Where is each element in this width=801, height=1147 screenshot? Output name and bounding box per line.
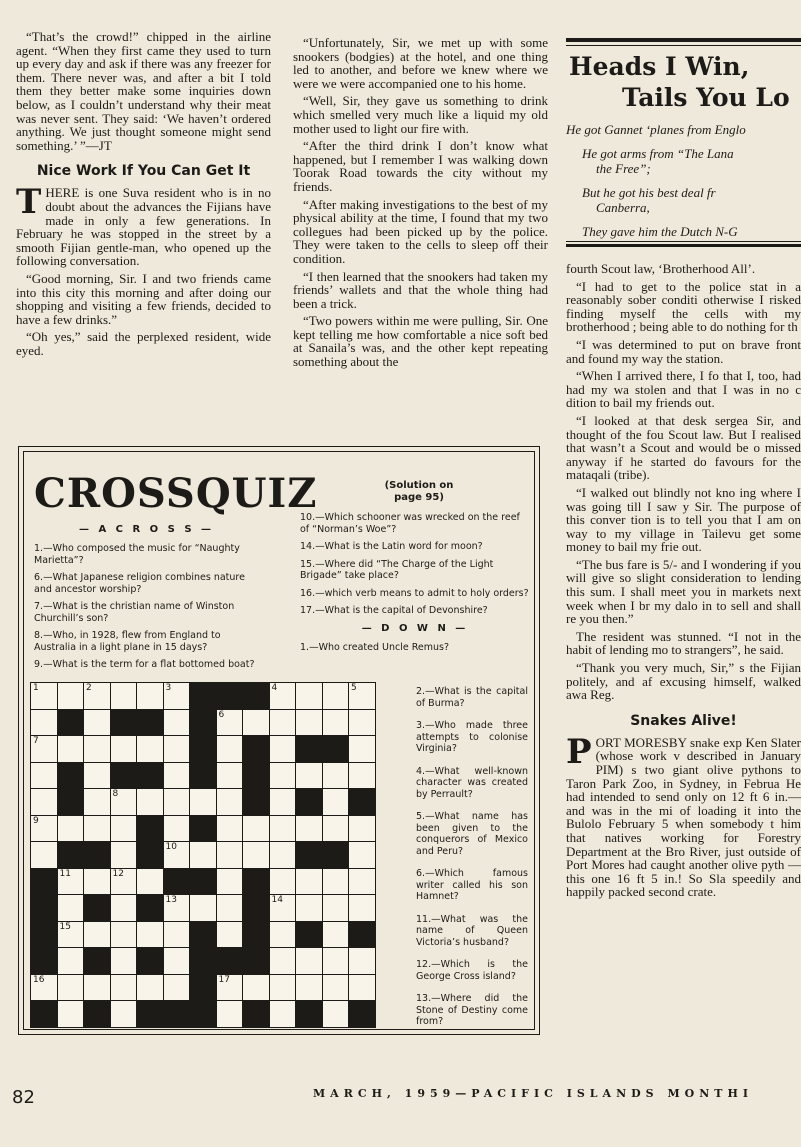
paragraph: “Unfortunately, Sir, we met up with some snookers (bodgies) at the hotel, and one thing led to another, and before we knew where we were we were accompanied one to his home. [293, 35, 548, 91]
grid-square[interactable] [323, 895, 350, 922]
black-square [190, 1001, 217, 1028]
grid-square[interactable] [270, 842, 297, 869]
article-heading: Snakes Alive! [630, 712, 737, 729]
grid-square[interactable] [164, 763, 191, 790]
grid-square[interactable] [296, 895, 323, 922]
rule [566, 241, 801, 242]
rule [566, 38, 801, 42]
clue-number: 7 [33, 736, 39, 746]
black-square [243, 869, 270, 896]
verse-line: Canberra, [596, 200, 650, 215]
black-square [164, 1001, 191, 1028]
grid-square[interactable] [164, 736, 191, 763]
grid-square[interactable] [111, 948, 138, 975]
grid-square[interactable] [84, 922, 111, 949]
grid-square[interactable] [217, 842, 244, 869]
grid-square[interactable] [164, 895, 191, 922]
black-square [31, 1001, 58, 1028]
clue-number: 2 [86, 683, 92, 693]
grid-square[interactable] [58, 975, 85, 1002]
clue: 5.—What name has been given to the conquerors of Mexico and Peru? [416, 811, 528, 857]
rule [566, 45, 801, 46]
black-square [84, 948, 111, 975]
clue-number: 11 [59, 868, 71, 879]
grid-square[interactable] [84, 736, 111, 763]
grid-square[interactable] [270, 922, 297, 949]
black-square [58, 710, 85, 737]
black-square [137, 948, 164, 975]
page-footer [0, 1083, 801, 1113]
black-square [296, 922, 323, 949]
clue: 1.—Who created Uncle Remus? [300, 641, 450, 653]
grid-square[interactable] [58, 869, 85, 896]
grid-square[interactable] [323, 922, 350, 949]
grid-square[interactable] [243, 710, 270, 737]
clue-number: 3 [165, 683, 172, 693]
grid-square[interactable] [270, 683, 297, 710]
grid-square[interactable] [164, 975, 191, 1002]
grid-square[interactable] [111, 789, 138, 816]
grid-square[interactable] [111, 736, 138, 763]
column-middle [293, 36, 548, 373]
black-square [31, 869, 58, 896]
grid-square[interactable] [296, 683, 323, 710]
paragraph: “Thank you very much, Sir,” s the Fijian politely, and af excusing himself, walked awa Reg. [566, 660, 801, 703]
grid-square[interactable] [270, 869, 297, 896]
black-square [84, 895, 111, 922]
black-square [243, 736, 270, 763]
grid-square[interactable] [217, 789, 244, 816]
grid-square[interactable] [111, 816, 138, 843]
grid-square[interactable] [190, 895, 217, 922]
black-square [190, 922, 217, 949]
grid-square[interactable] [84, 975, 111, 1002]
black-square [111, 763, 138, 790]
grid-square[interactable] [217, 736, 244, 763]
article-heading: Nice Work If You Can Get It [36, 163, 251, 180]
clue: 6.—What Japanese religion combines nature and ancestor worship? [34, 572, 245, 595]
black-square [190, 869, 217, 896]
grid-square[interactable] [84, 683, 111, 710]
black-square [243, 763, 270, 790]
black-square [243, 683, 270, 710]
paragraph: “The bus fare is 5/- and I wondering if you will give so slight consideration to lending this sum. I shall meet you in markets next week when I br my dalo in to sell and shall re you then.” [566, 556, 801, 627]
grid-square[interactable] [349, 736, 376, 763]
grid-square[interactable] [137, 975, 164, 1002]
grid-square[interactable] [31, 683, 58, 710]
grid-square[interactable] [84, 789, 111, 816]
clue: 3.—Who made three attempts to colonise Virginia? [416, 720, 528, 754]
grid-square[interactable] [217, 869, 244, 896]
page-number: 82 [12, 1087, 35, 1108]
grid-square[interactable] [270, 948, 297, 975]
grid-square[interactable] [243, 842, 270, 869]
black-square [296, 736, 323, 763]
grid-square[interactable] [164, 710, 191, 737]
black-square [58, 789, 85, 816]
black-square [190, 948, 217, 975]
grid-square[interactable] [111, 842, 138, 869]
grid-square[interactable] [217, 895, 244, 922]
grid-square[interactable] [164, 842, 191, 869]
grid-square[interactable] [270, 895, 297, 922]
grid-square[interactable] [323, 816, 350, 843]
crossquiz-inner-border [23, 451, 535, 1030]
paragraph: “That’s the crowd!” chipped in the airline agent. “When they first came they used to turn up every day and ask if there was any freezer for them. There never was, and after a bit I told them they better make some inquiries down below, as I couldn’t understand why their meat was never sent. They said: ‘We haven’t ordered anything. We just thought someone might send something.’ ”—JT [16, 29, 271, 153]
black-square [190, 736, 217, 763]
black-square [190, 710, 217, 737]
black-square [190, 683, 217, 710]
verse-line: But he got his best deal fr [582, 185, 716, 200]
black-square [323, 842, 350, 869]
grid-square[interactable] [164, 683, 191, 710]
solution-note: (Solution on page 95) [384, 480, 454, 503]
paragraph: “I walked out blindly not kno ing where I was going till I saw y Sir. The purpose of this conver tion is to tell you that I am on way to my village in Tailevu get some money to bail my frie out. [566, 484, 801, 555]
grid-square[interactable] [58, 948, 85, 975]
grid-square[interactable] [217, 922, 244, 949]
grid-square[interactable] [323, 948, 350, 975]
clue: 12.—Which is the George Cross island? [416, 959, 528, 982]
black-square [190, 763, 217, 790]
grid-square[interactable] [84, 869, 111, 896]
clue: 2.—What is the capital of Burma? [416, 686, 528, 709]
clue: 10.—Which schooner was wrecked on the reef of “Norman’s Woe”? [300, 512, 520, 535]
paragraph: fourth Scout law, ‘Brotherhood All’. [566, 262, 756, 276]
black-square [137, 816, 164, 843]
black-square [31, 948, 58, 975]
black-square [243, 789, 270, 816]
rule [566, 244, 801, 247]
black-square [296, 1001, 323, 1028]
grid-square[interactable] [84, 710, 111, 737]
clue: 9.—What is the term for a flat bottomed boat? [34, 659, 255, 670]
grid-square[interactable] [164, 789, 191, 816]
clue: 6.—Which famous writer called his son Hamnet? [416, 868, 528, 902]
paragraph: “Oh yes,” said the perplexed resident, wide eyed. [16, 329, 271, 358]
grid-square[interactable] [243, 816, 270, 843]
grid-square[interactable] [31, 789, 58, 816]
paragraph: THERE is one Suva resident who is in no doubt about the advances the Fijians have made in only a few generations. In February he was stopped in the street by a smooth Fijian gentle-man, who opened up the following conversation. [16, 182, 271, 269]
grid-square[interactable] [323, 1001, 350, 1028]
grid-square[interactable] [270, 736, 297, 763]
grid-square[interactable] [84, 763, 111, 790]
grid-square[interactable] [217, 816, 244, 843]
black-square [58, 842, 85, 869]
black-square [137, 763, 164, 790]
black-square [296, 842, 323, 869]
clue: 8.—Who, in 1928, flew from England to Australia in a light plane in 15 days? [34, 630, 221, 653]
grid-square[interactable] [111, 895, 138, 922]
clue: 1.—Who composed the music for “Naughty Marietta”? [34, 543, 240, 566]
black-square [31, 922, 58, 949]
clue-number: 12 [112, 868, 124, 879]
black-square [58, 763, 85, 790]
grid-square[interactable] [217, 763, 244, 790]
black-square [323, 736, 350, 763]
clue: 15.—Where did “The Charge of the Light Brigade” take place? [300, 558, 494, 581]
grid-square[interactable] [31, 736, 58, 763]
grid-square[interactable] [111, 1001, 138, 1028]
black-square [164, 869, 191, 896]
grid-square[interactable] [323, 869, 350, 896]
grid-square[interactable] [349, 683, 376, 710]
grid-square[interactable] [296, 763, 323, 790]
paragraph: “Well, Sir, they gave us something to drink which smelled very much like a liquid my old mother used to light our fire with. [293, 93, 548, 136]
grid-square[interactable] [137, 869, 164, 896]
paragraph: “I had to get to the police stat in a reasonably sober conditi otherwise I risked finding myself the cells with my brotherhood ; being able to do nothing for th [566, 278, 801, 335]
running-title: MARCH, 1959—PACIFIC ISLANDS MONTHI [313, 1087, 753, 1100]
grid-square[interactable] [296, 869, 323, 896]
grid-square[interactable] [270, 710, 297, 737]
paragraph: “I looked at that desk sergea Sir, and thought of the fou Scout law. But I realised that wasn’t a Scout and would be o missed anyway if he started do favours for the mataqali (tribe). [566, 412, 801, 483]
paragraph: “When I arrived there, I fo that I, too, had had my wa stolen and that I was in no c dition to bail my friends out. [566, 368, 801, 411]
clue-number: 1 [33, 683, 39, 693]
grid-square[interactable] [349, 895, 376, 922]
black-square [217, 683, 244, 710]
black-square [137, 842, 164, 869]
black-square [243, 895, 270, 922]
across-heading: — A C R O S S — [78, 524, 215, 535]
grid-square[interactable] [31, 816, 58, 843]
grid-square[interactable] [31, 763, 58, 790]
grid-square[interactable] [349, 869, 376, 896]
paragraph: “Good morning, Sir. I and two friends came into this city this morning and after doing our shopping and visiting a few friends, decided to have a few drinks.” [16, 270, 271, 327]
grid-square[interactable] [296, 816, 323, 843]
black-square [111, 710, 138, 737]
black-square [243, 1001, 270, 1028]
clue-number: 13 [165, 895, 177, 905]
grid-square[interactable] [58, 683, 85, 710]
down-heading: — D O W N — [361, 622, 469, 634]
grid-square[interactable] [270, 789, 297, 816]
column-right [566, 262, 801, 1032]
grid-square[interactable] [217, 975, 244, 1002]
grid-square[interactable] [137, 922, 164, 949]
grid-square[interactable] [137, 789, 164, 816]
drop-cap: P [566, 731, 592, 772]
black-square [296, 789, 323, 816]
black-square [137, 1001, 164, 1028]
grid-square[interactable] [243, 975, 270, 1002]
black-square [217, 948, 244, 975]
grid-square[interactable] [164, 922, 191, 949]
paragraph: The resident was stunned. “I not in the habit of lending mo to strangers”, he said. [566, 628, 801, 658]
black-square [84, 842, 111, 869]
clue: 7.—What is the christian name of Winston Churchill’s son? [34, 601, 235, 624]
down-clues [416, 686, 528, 1039]
grid-square[interactable] [190, 842, 217, 869]
clue-number: 6 [218, 709, 225, 720]
grid-square[interactable] [270, 975, 297, 1002]
poem-title: Tails You Lo [622, 83, 790, 112]
clue-number: 17 [218, 974, 230, 985]
column-left [16, 30, 271, 361]
grid-square[interactable] [270, 763, 297, 790]
grid-square[interactable] [190, 789, 217, 816]
paragraph: “I then learned that the snookers had taken my friends’ wallets and that the whole thing had been a trick. [293, 268, 548, 311]
grid-square[interactable] [270, 816, 297, 843]
grid-square[interactable] [58, 895, 85, 922]
grid-square[interactable] [296, 710, 323, 737]
drop-cap: T [16, 182, 42, 223]
grid-square[interactable] [349, 763, 376, 790]
grid-square[interactable] [58, 1001, 85, 1028]
grid-square[interactable] [58, 736, 85, 763]
grid-square[interactable] [349, 948, 376, 975]
paragraph: PORT MORESBY snake exp Ken Slater (whose work v described in January PIM) s two giant olive pythons to Taron Park Zoo, in Sydney, in Februa He had intended to send only on 12 ft 6 in.—and was in the mi of loading it into the Bulolo February 5 when somebody t him that natives working for Forestry Department at the Bro River, just outside of Port Mores had caught another olive pyth —this one 16 ft 5 in.! So Sla speedily and happily packed second crate. [566, 731, 801, 900]
clue: 4.—What well-known character was created by Perrault? [416, 765, 528, 800]
verse-line: They gave him the Dutch N-G [582, 224, 738, 239]
clue-number: 10 [165, 842, 177, 852]
black-square [137, 895, 164, 922]
grid-square[interactable] [58, 922, 85, 949]
grid-square[interactable] [323, 975, 350, 1002]
grid-square[interactable] [296, 948, 323, 975]
grid-square[interactable] [296, 975, 323, 1002]
grid-square[interactable] [137, 736, 164, 763]
grid-square[interactable] [31, 975, 58, 1002]
black-square [349, 922, 376, 949]
grid-square[interactable] [349, 816, 376, 843]
grid-square[interactable] [323, 710, 350, 737]
grid-square[interactable] [323, 683, 350, 710]
black-square [190, 816, 217, 843]
verse-line: the Free”; [596, 161, 651, 176]
crossquiz-title: CROSSQUIZ [34, 470, 318, 517]
black-square [243, 922, 270, 949]
clue-number: 16 [33, 974, 45, 985]
grid-square[interactable] [111, 869, 138, 896]
clue: 17.—What is the capital of Devonshire? [300, 605, 488, 616]
clue-number: 9 [33, 815, 39, 826]
grid-square[interactable] [323, 763, 350, 790]
grid-square[interactable] [164, 948, 191, 975]
black-square [137, 710, 164, 737]
black-square [349, 789, 376, 816]
grid-square[interactable] [111, 922, 138, 949]
crossquiz-box [18, 446, 540, 1035]
grid-square[interactable] [31, 842, 58, 869]
clue: 14.—What is the Latin word for moon? [300, 541, 483, 552]
paragraph: “Two powers within me were pulling, Sir. One kept telling me how comfortable a nice soft bed at Sanaila’s was, and the other kept repeating something about the [293, 313, 548, 370]
clue-number: 4 [271, 683, 278, 693]
paragraph: “After the third drink I don’t know what happened, but I remember I was walking down Toorak Road towards the city without my friends. [293, 138, 548, 194]
poem-title: Heads I Win, [569, 52, 750, 81]
clue-number: 8 [112, 789, 119, 799]
grid-square[interactable] [164, 816, 191, 843]
paragraph: “After making investigations to the best of my physical ability at the time, I found that my two collegues had been picked up by the police. They were taken to the cells to sleep off their condition. [293, 196, 548, 266]
black-square [349, 1001, 376, 1028]
right-clues [300, 512, 530, 659]
grid-square[interactable] [349, 975, 376, 1002]
clue-number: 14 [271, 895, 283, 905]
grid-square[interactable] [217, 710, 244, 737]
crossword-grid [30, 682, 376, 1028]
clue-number: 5 [351, 683, 357, 693]
clue: 16.—which verb means to admit to holy orders? [300, 587, 529, 599]
grid-square[interactable] [111, 975, 138, 1002]
verse-line: He got arms from “The Lana [582, 146, 734, 161]
clue: 13.—Where did the Stone of Destiny come from? [416, 993, 528, 1027]
paragraph: “I was determined to put on brave front and found my way the station. [566, 336, 801, 366]
grid-square[interactable] [84, 816, 111, 843]
grid-square[interactable] [111, 683, 138, 710]
grid-square[interactable] [217, 1001, 244, 1028]
black-square [84, 1001, 111, 1028]
grid-square[interactable] [58, 816, 85, 843]
grid-square[interactable] [270, 1001, 297, 1028]
grid-square[interactable] [323, 789, 350, 816]
grid-square[interactable] [349, 842, 376, 869]
grid-square[interactable] [31, 710, 58, 737]
black-square [190, 975, 217, 1002]
verse-line: He got Gannet ‘planes from Englo [566, 122, 746, 137]
poem-box [566, 52, 801, 242]
clue-number: 15 [59, 921, 71, 932]
grid-square[interactable] [137, 683, 164, 710]
black-square [31, 895, 58, 922]
across-clues [34, 518, 259, 677]
clue: 11.—What was the name of Queen Victoria’s husband? [416, 913, 528, 948]
grid-square[interactable] [349, 710, 376, 737]
black-square [243, 948, 270, 975]
